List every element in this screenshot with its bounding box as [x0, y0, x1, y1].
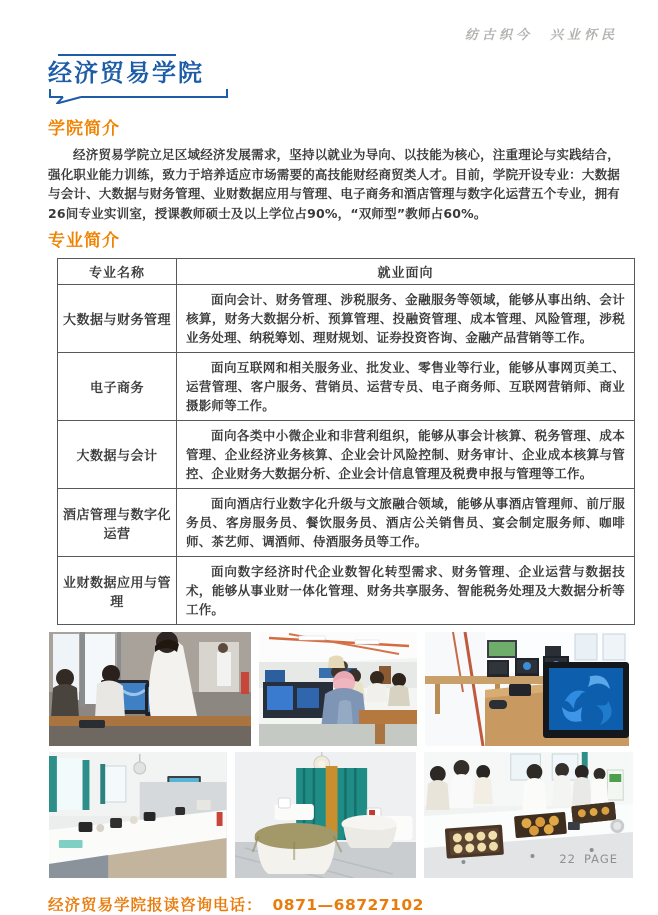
majors-table	[57, 258, 635, 625]
table-row	[58, 285, 635, 353]
page-title: 经济贸易学院	[48, 59, 204, 87]
contact-phone-number: 0871—68727102	[272, 896, 424, 914]
page-number-label: PAGE	[583, 852, 618, 866]
table-row	[58, 557, 635, 625]
table-row	[58, 353, 635, 421]
employment-cell: 面向会计、财务管理、涉税服务、金融服务等领域，能够从事出纳、会计核算，财务大数据分析、预算管理、投融资管理、成本管理、风险管理，涉税业务处理、纳税筹划、理财规划、证券投资咨询、金融产品营销等工作。	[177, 285, 635, 353]
column-header-major-name: 专业名称	[58, 259, 177, 285]
employment-cell: 面向酒店行业数字化升级与文旅融合领域，能够从事酒店管理师、前厅服务员、客房服务员、餐饮服务员、酒店公关销售员、宴会制定服务师、咖啡师、茶艺师、调酒师、侍酒服务员等工作。	[177, 489, 635, 557]
college-title-block	[48, 0, 238, 104]
employment-cell: 面向互联网和相关服务业、批发业、零售业等行业，能够从事网页美工、运营管理、客户服务、营销员、运营专员、电子商务师、互联网营销师、商业摄影师等工作。	[177, 353, 635, 421]
photo-row-1	[49, 632, 633, 746]
table-row	[58, 489, 635, 557]
major-name-cell: 酒店管理与数字化运营	[58, 489, 177, 557]
photo-row-2	[49, 752, 633, 878]
photo-hotel-room-training-suite	[235, 752, 416, 878]
title-top-line	[58, 54, 176, 56]
intro-section-heading: 学院简介	[48, 119, 120, 139]
page-number: 22	[559, 852, 576, 866]
column-header-employment: 就业面向	[177, 259, 635, 285]
photo-computer-lab-instruction	[49, 632, 251, 746]
employment-cell: 面向各类中小微企业和非营利组织，能够从事会计核算、税务管理、成本管理、企业经济业务核算、企业会计风险控制、财务审计、企业成本核算与管控、企业财务大数据分析、企业会计信息管理及税费申报与管理等工作。	[177, 421, 635, 489]
major-name-cell: 业财数据应用与管理	[58, 557, 177, 625]
table-row	[58, 421, 635, 489]
school-motto: 纺古织今 兴业怀民	[464, 28, 618, 43]
contact-label: 经济贸易学院报读咨询电话：	[48, 896, 263, 914]
photo-modern-computer-lab-windows	[425, 632, 629, 746]
admission-contact-line	[48, 893, 620, 915]
majors-section-heading: 专业简介	[48, 231, 120, 251]
table-header-row	[58, 259, 635, 285]
photo-computer-classroom-students	[259, 632, 417, 746]
major-name-cell: 电子商务	[58, 353, 177, 421]
major-name-cell: 大数据与财务管理	[58, 285, 177, 353]
page-footer	[559, 852, 618, 866]
photo-barista-training-room	[49, 752, 227, 878]
photo-grid	[49, 632, 633, 878]
employment-cell: 面向数字经济时代企业数智化转型需求、财务管理、企业运营与数据技术，能够从事业财一体化管理、财务共享服务、智能税务处理及大数据分析等工作。	[177, 557, 635, 625]
speech-bubble-underline-icon	[48, 88, 230, 104]
intro-paragraph: 经济贸易学院立足区域经济发展需求，坚持以就业为导向、以技能为核心，注重理论与实践结合，强化职业能力训练，致力于培养适应市场需要的高技能财经商贸类人才。目前，学院开设专业：大数据与会计、大数据与财务管理、业财数据应用与管理、电子商务和酒店管理与数字化运营五个专业，拥有26间专业实训室，授课教师硕士及以上学位占90%，“双师型”教师占60%。	[48, 147, 620, 221]
major-name-cell: 大数据与会计	[58, 421, 177, 489]
